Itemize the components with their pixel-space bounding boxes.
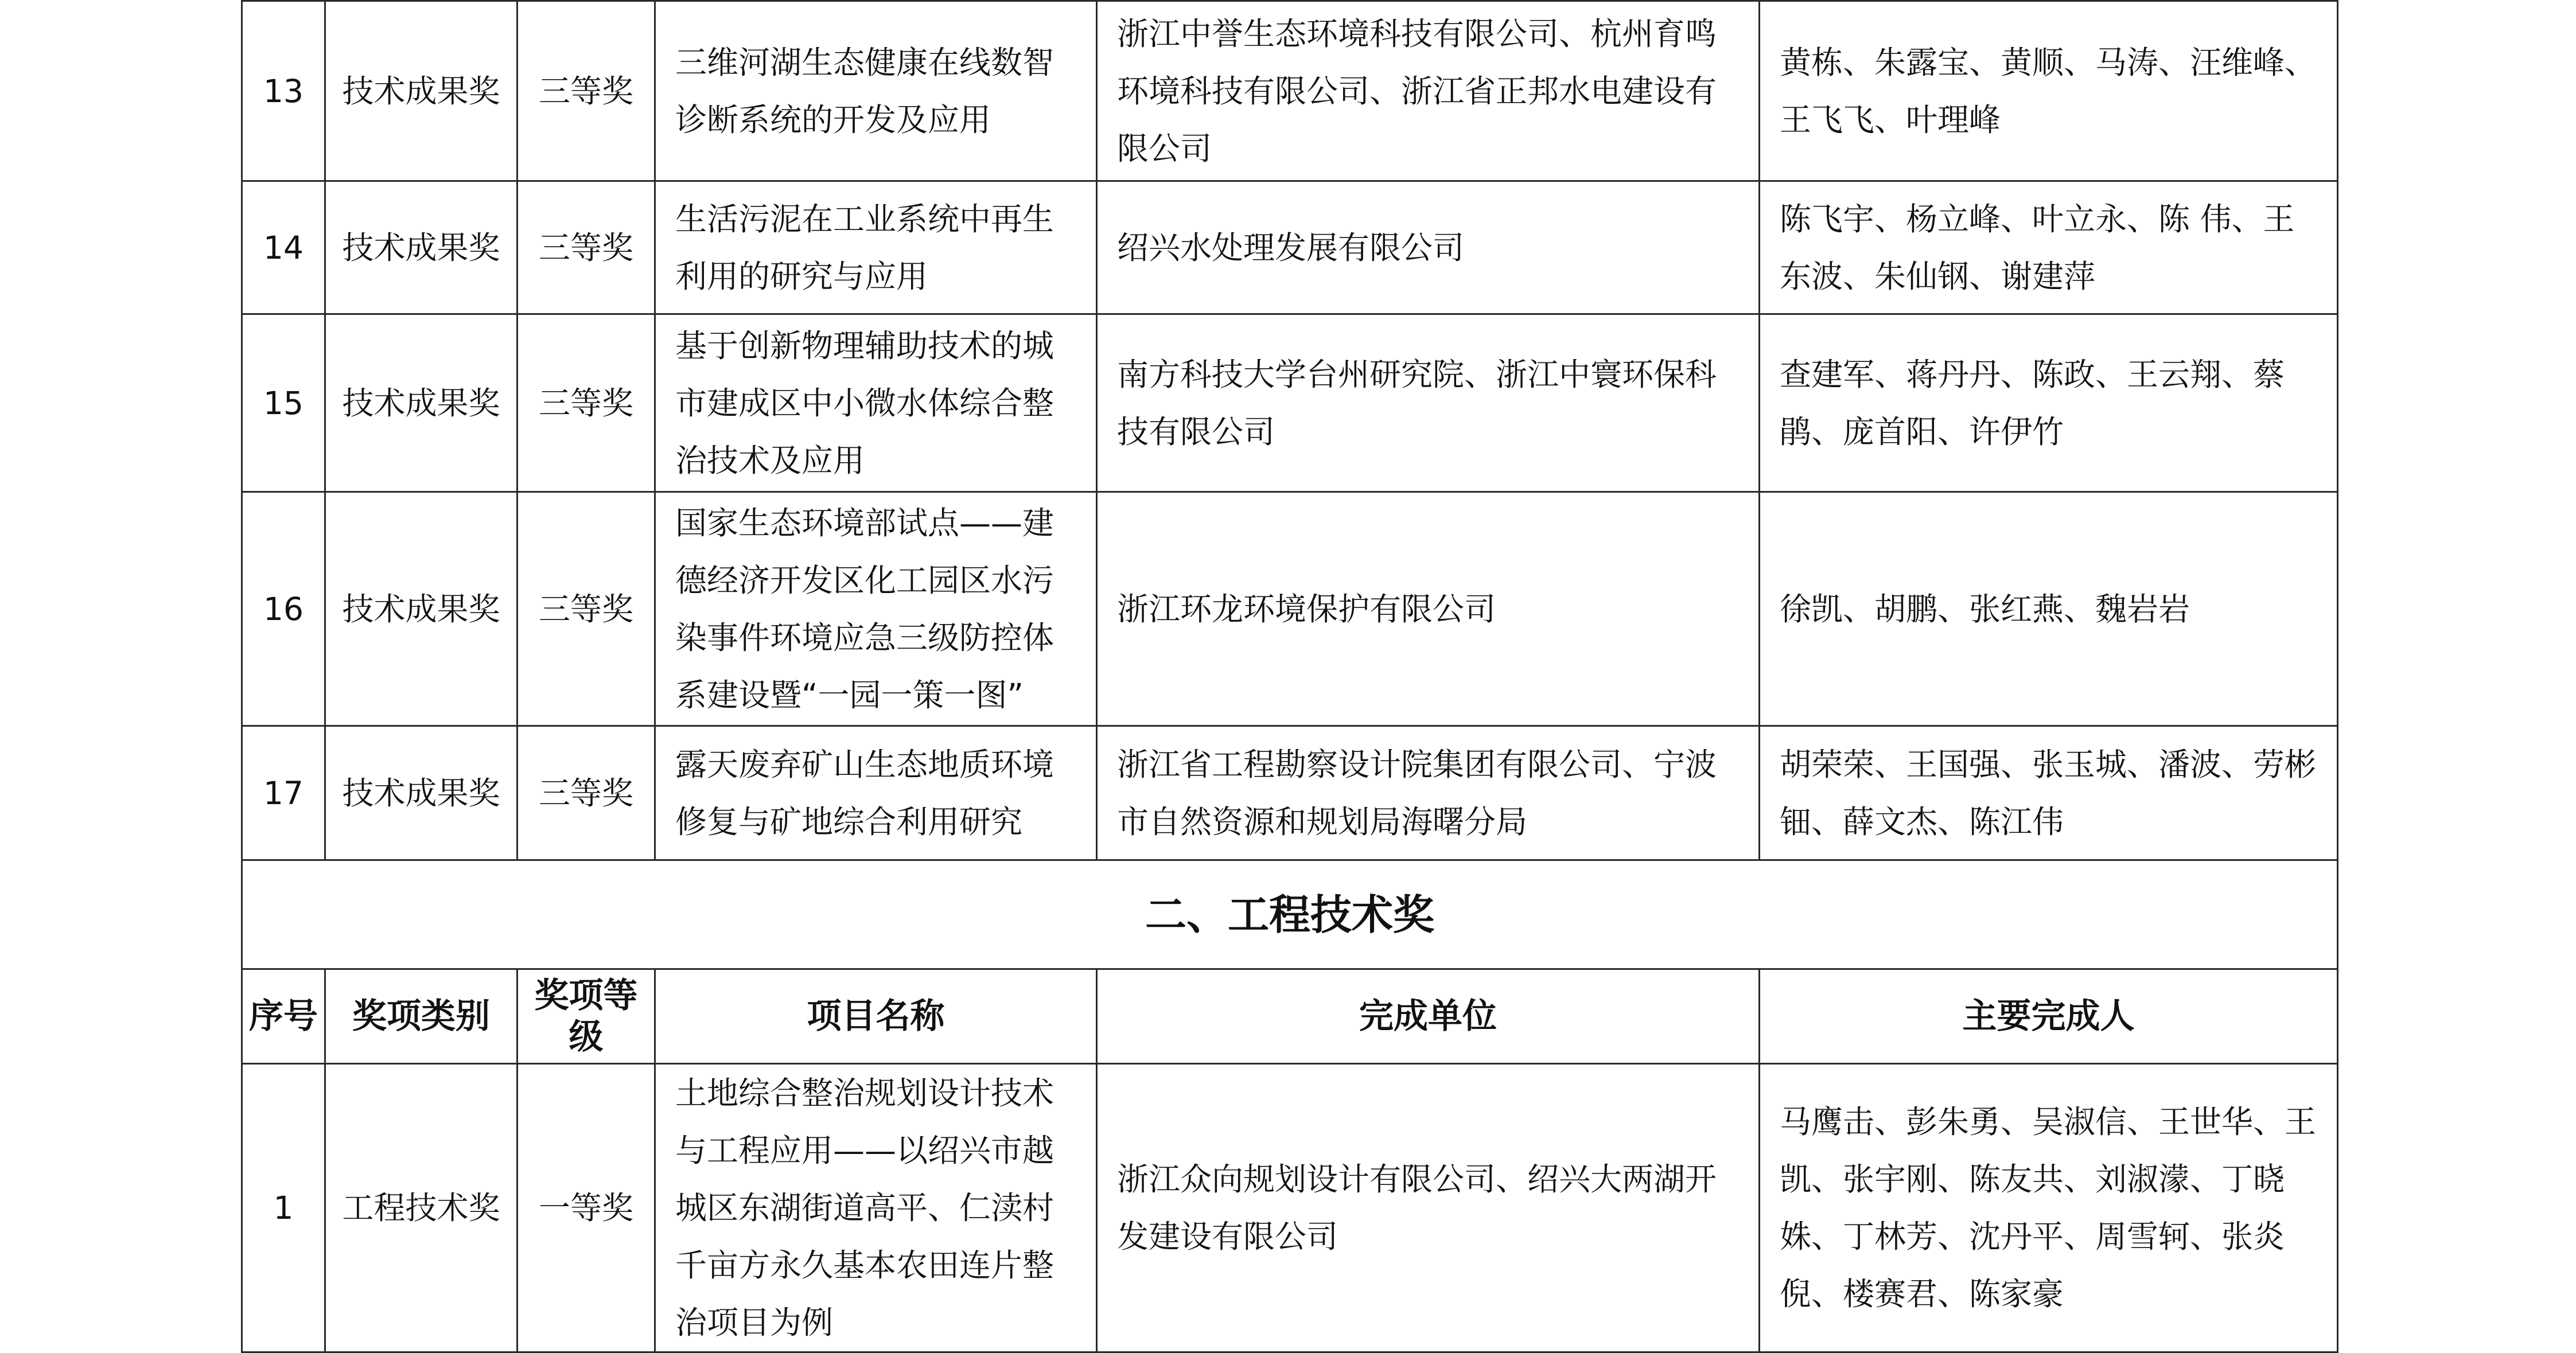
main-contributors: 徐凯、胡鹏、张红燕、魏岩岩	[1760, 492, 2338, 726]
completing-unit: 浙江环龙环境保护有限公司	[1097, 492, 1760, 726]
award-grade: 三等奖	[517, 181, 655, 314]
award-category: 技术成果奖	[325, 314, 517, 492]
row-number: 1	[242, 1064, 325, 1352]
completing-unit: 绍兴水处理发展有限公司	[1097, 181, 1760, 314]
table-row	[242, 1064, 2338, 1352]
row-number: 14	[242, 181, 325, 314]
award-grade: 三等奖	[517, 314, 655, 492]
main-contributors: 黄栋、朱露宝、黄顺、马涛、汪维峰、王飞飞、叶理峰	[1760, 1, 2338, 181]
main-contributors: 查建军、蒋丹丹、陈政、王云翔、蔡鹃、庞首阳、许伊竹	[1760, 314, 2338, 492]
award-table	[241, 0, 2338, 1353]
project-name: 三维河湖生态健康在线数智诊断系统的开发及应用	[655, 1, 1097, 181]
header-unit: 完成单位	[1097, 969, 1760, 1064]
row-number: 17	[242, 726, 325, 860]
header-grade: 奖项等级	[517, 969, 655, 1064]
award-grade: 三等奖	[517, 726, 655, 860]
table-row	[242, 181, 2338, 314]
award-category: 技术成果奖	[325, 726, 517, 860]
project-name: 基于创新物理辅助技术的城市建成区中小微水体综合整治技术及应用	[655, 314, 1097, 492]
project-name: 国家生态环境部试点——建德经济开发区化工园区水污染事件环境应急三级防控体系建设暨“一园一策一图”	[655, 492, 1097, 726]
project-name: 露天废弃矿山生态地质环境修复与矿地综合利用研究	[655, 726, 1097, 860]
table-row	[242, 314, 2338, 492]
award-grade: 三等奖	[517, 492, 655, 726]
header-category: 奖项类别	[325, 969, 517, 1064]
row-number: 13	[242, 1, 325, 181]
header-project: 项目名称	[655, 969, 1097, 1064]
completing-unit: 浙江众向规划设计有限公司、绍兴大两湖开发建设有限公司	[1097, 1064, 1760, 1352]
header-number: 序号	[242, 969, 325, 1064]
completing-unit: 浙江省工程勘察设计院集团有限公司、宁波市自然资源和规划局海曙分局	[1097, 726, 1760, 860]
award-grade: 三等奖	[517, 1, 655, 181]
project-name: 土地综合整治规划设计技术与工程应用——以绍兴市越城区东湖街道高平、仁渎村千亩方永久基本农田连片整治项目为例	[655, 1064, 1097, 1352]
award-category: 技术成果奖	[325, 1, 517, 181]
award-category: 技术成果奖	[325, 181, 517, 314]
section-title: 二、工程技术奖	[242, 860, 2338, 969]
table-row	[242, 1, 2338, 181]
award-grade: 一等奖	[517, 1064, 655, 1352]
row-number: 15	[242, 314, 325, 492]
header-row	[242, 969, 2338, 1064]
main-contributors: 马鹰击、彭朱勇、吴淑信、王世华、王凯、张宇刚、陈友共、刘淑濛、丁晓姝、丁林芳、沈丹平、周雪轲、张炎倪、楼赛君、陈家豪	[1760, 1064, 2338, 1352]
award-category: 技术成果奖	[325, 492, 517, 726]
award-category: 工程技术奖	[325, 1064, 517, 1352]
table-row	[242, 492, 2338, 726]
header-people: 主要完成人	[1760, 969, 2338, 1064]
row-number: 16	[242, 492, 325, 726]
section-row	[242, 860, 2338, 969]
main-contributors: 胡荣荣、王国强、张玉城、潘波、劳彬钿、薛文杰、陈江伟	[1760, 726, 2338, 860]
table-row	[242, 726, 2338, 860]
main-contributors: 陈飞宇、杨立峰、叶立永、陈 伟、王东波、朱仙钢、谢建萍	[1760, 181, 2338, 314]
completing-unit: 浙江中誉生态环境科技有限公司、杭州育鸣环境科技有限公司、浙江省正邦水电建设有限公司	[1097, 1, 1760, 181]
project-name: 生活污泥在工业系统中再生利用的研究与应用	[655, 181, 1097, 314]
completing-unit: 南方科技大学台州研究院、浙江中寰环保科技有限公司	[1097, 314, 1760, 492]
